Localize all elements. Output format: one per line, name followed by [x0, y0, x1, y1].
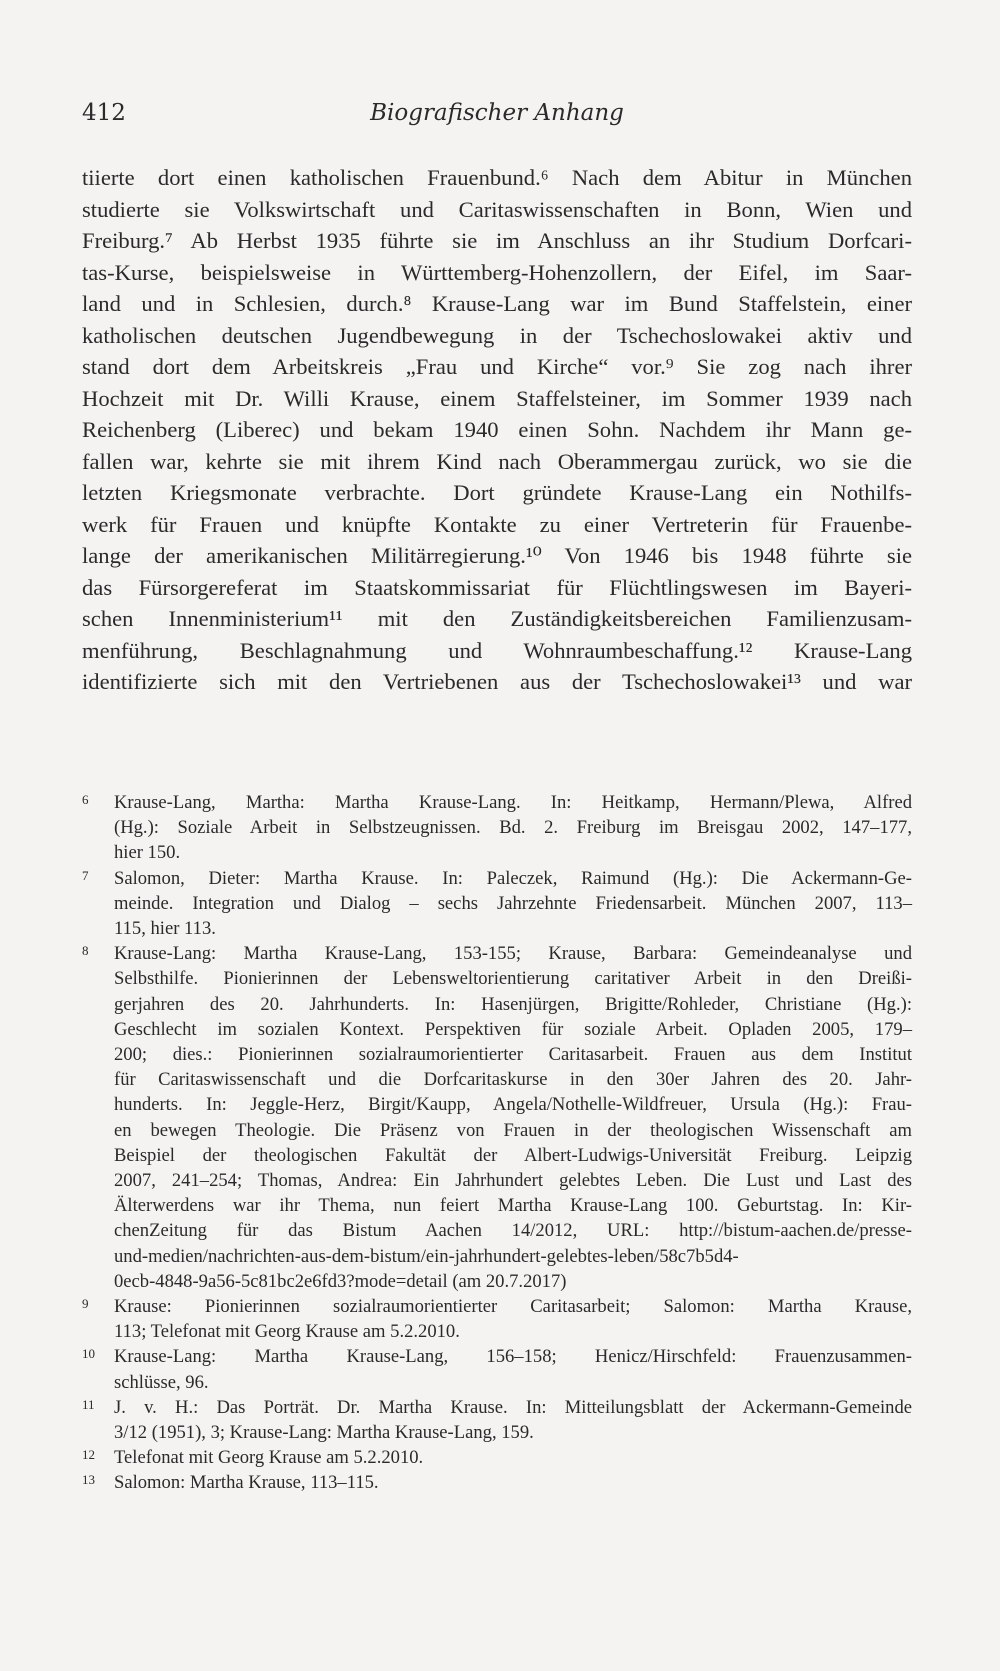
- body-line: schen Innenministerium¹¹ mit den Zuständigkeitsbereichen Familienzusam-: [82, 606, 912, 631]
- body-line: letzten Kriegsmonate verbrachte. Dort gründete Krause-Lang ein Nothilfs-: [82, 480, 912, 505]
- body-line: Hochzeit mit Dr. Willi Krause, einem Staffelsteiner, im Sommer 1939 nach: [82, 385, 912, 411]
- footnote-line: 2007, 241–254; Thomas, Andrea: Ein Jahrhundert gelebtes Leben. Die Lust und Last des: [114, 1170, 912, 1192]
- footnote-line: und-medien/nachrichten-aus-dem-bistum/ein-jahrhundert-gelebtes-leben/58c7b5d4-: [114, 1245, 739, 1267]
- footnote-line: 115, hier 113.: [114, 918, 216, 940]
- footnote: [82, 1445, 912, 1470]
- body-line: land und in Schlesien, durch.⁸ Krause-Lang war im Bund Staffelstein, einer: [82, 291, 912, 316]
- footnote-line: Geschlecht im sozialen Kontext. Perspektiven für soziale Arbeit. Opladen 2005, 179–: [114, 1018, 912, 1040]
- footnote-number: 6: [82, 792, 89, 807]
- footnote-text: [114, 866, 912, 942]
- footnote-line: en bewegen Theologie. Die Präsenz von Frauen in der theologischen Wissenschaft am: [114, 1119, 912, 1141]
- footnote: [82, 1470, 912, 1495]
- body-line: katholischen deutschen Jugendbewegung in der Tschechoslowakei aktiv und: [82, 322, 912, 348]
- footnote-line: 0ecb-4848-9a56-5c81bc2e6fd3?mode=detail (am 20.7.2017): [114, 1270, 567, 1292]
- footnote-number: 10: [82, 1346, 95, 1362]
- footnote-line: meinde. Integration und Dialog – sechs Jahrzehnte Friedensarbeit. München 2007, 113–: [114, 892, 912, 914]
- footnotes: [82, 790, 912, 1496]
- footnote-line: Krause-Lang: Martha Krause-Lang, 153-155; Krause, Barbara: Gemeindeanalyse und: [114, 943, 912, 965]
- footnote-number: 8: [82, 943, 89, 959]
- footnote-number: 13: [82, 1472, 95, 1488]
- footnote-text: [114, 1470, 912, 1495]
- footnote-number: 12: [82, 1447, 95, 1463]
- footnote: [82, 1344, 912, 1394]
- footnote-line: Salomon: Martha Krause, 113–115.: [114, 1472, 379, 1494]
- footnote-line: Telefonat mit Georg Krause am 5.2.2010.: [114, 1447, 424, 1469]
- footnote-text: [114, 1344, 912, 1394]
- footnote-line: Selbsthilfe. Pionierinnen der Lebensweltorientierung caritativer Arbeit in den Dreißi-: [114, 968, 912, 990]
- footnote-text: [114, 941, 912, 1294]
- footnote-line: schlüsse, 96.: [114, 1371, 209, 1393]
- running-head: Biografischer Anhang: [370, 100, 624, 126]
- body-line: lange der amerikanischen Militärregierung.¹⁰ Von 1946 bis 1948 führte sie: [82, 543, 912, 568]
- footnote-line: für Caritaswissenschaft und die Dorfcaritaskurse in den 30er Jahren des 20. Jahr-: [114, 1069, 912, 1091]
- footnote: [82, 790, 912, 866]
- footnote: [82, 866, 912, 942]
- footnote-line: Krause: Pionierinnen sozialraumorientierter Caritasarbeit; Salomon: Martha Krause,: [114, 1296, 912, 1318]
- footnote-line: Krause-Lang, Martha: Martha Krause-Lang. In: Heitkamp, Hermann/Plewa, Alfred: [114, 792, 912, 813]
- footnote-line: gerjahren des 20. Jahrhunderts. In: Hasenjürgen, Brigitte/Rohleder, Christiane (Hg.):: [114, 993, 912, 1015]
- body-line: das Fürsorgereferat im Staatskommissariat für Flüchtlingswesen im Bayeri-: [82, 574, 912, 600]
- footnote-text: [114, 1294, 912, 1344]
- footnote: [82, 1395, 912, 1445]
- footnote-text: [114, 1395, 912, 1445]
- page-header: [82, 100, 912, 130]
- footnote-number: 7: [82, 867, 89, 883]
- footnote-line: Salomon, Dieter: Martha Krause. In: Paleczek, Raimund (Hg.): Die Ackermann-Ge-: [114, 867, 912, 889]
- footnote-line: Älterwerdens war ihr Thema, nun feiert Martha Krause-Lang 100. Geburtstag. In: Kir-: [114, 1195, 912, 1217]
- footnote-line: (Hg.): Soziale Arbeit in Selbstzeugnissen. Bd. 2. Freiburg im Breisgau 2002, 147–177,: [114, 817, 912, 839]
- body-line: studierte sie Volkswirtschaft und Caritaswissenschaften in Bonn, Wien und: [82, 196, 912, 222]
- body-line: menführung, Beschlagnahmung und Wohnraumbeschaffung.¹² Krause-Lang: [82, 637, 912, 663]
- footnote-number: 11: [82, 1396, 95, 1412]
- footnote-line: Beispiel der theologischen Fakultät der Albert-Ludwigs-Universität Freiburg. Leipzig: [114, 1144, 912, 1166]
- body-line: fallen war, kehrte sie mit ihrem Kind nach Oberammergau zurück, wo sie die: [82, 448, 912, 474]
- footnote-text: [114, 1445, 912, 1470]
- body-line: Reichenberg (Liberec) und bekam 1940 einen Sohn. Nachdem ihr Mann ge-: [82, 417, 912, 442]
- body-line: werk für Frauen und knüpfte Kontakte zu einer Vertreterin für Frauenbe-: [82, 511, 912, 537]
- footnote-line: Krause-Lang: Martha Krause-Lang, 156–158; Henicz/Hirschfeld: Frauenzusammen-: [114, 1346, 912, 1368]
- footnote-line: chenZeitung für das Bistum Aachen 14/2012, URL: http://bistum-aachen.de/presse-: [114, 1220, 912, 1242]
- body-line: tiierte dort einen katholischen Frauenbund.⁶ Nach dem Abitur in München: [82, 165, 912, 190]
- body-line: Freiburg.⁷ Ab Herbst 1935 führte sie im Anschluss an ihr Studium Dorfcari-: [82, 228, 912, 253]
- footnote-line: J. v. H.: Das Porträt. Dr. Martha Krause. In: Mitteilungsblatt der Ackermann-Gemeinde: [114, 1396, 912, 1418]
- footnote-line: 200; dies.: Pionierinnen sozialraumorientierter Caritasarbeit. Frauen aus dem Institut: [114, 1044, 912, 1066]
- footnote-line: 113; Telefonat mit Georg Krause am 5.2.2010.: [114, 1321, 460, 1343]
- footnote: [82, 1294, 912, 1344]
- footnote-number: 9: [82, 1296, 89, 1312]
- footnote: [82, 941, 912, 1294]
- page-number: 412: [82, 100, 126, 126]
- body-line: stand dort dem Arbeitskreis „Frau und Kirche“ vor.⁹ Sie zog nach ihrer: [82, 354, 912, 379]
- body-line: tas-Kurse, beispielsweise in Württemberg-Hohenzollern, der Eifel, im Saar-: [82, 259, 912, 285]
- body-line: identifizierte sich mit den Vertriebenen aus der Tschechoslowakei¹³ und war: [82, 669, 912, 694]
- footnote-line: 3/12 (1951), 3; Krause-Lang: Martha Krause-Lang, 159.: [114, 1422, 534, 1444]
- footnote-line: hunderts. In: Jeggle-Herz, Birgit/Kaupp, Angela/Nothelle-Wildfreuer, Ursula (Hg.): Frau-: [114, 1094, 912, 1116]
- footnote-text: [114, 790, 912, 866]
- footnote-line: hier 150.: [114, 842, 181, 864]
- body-text: [82, 162, 912, 698]
